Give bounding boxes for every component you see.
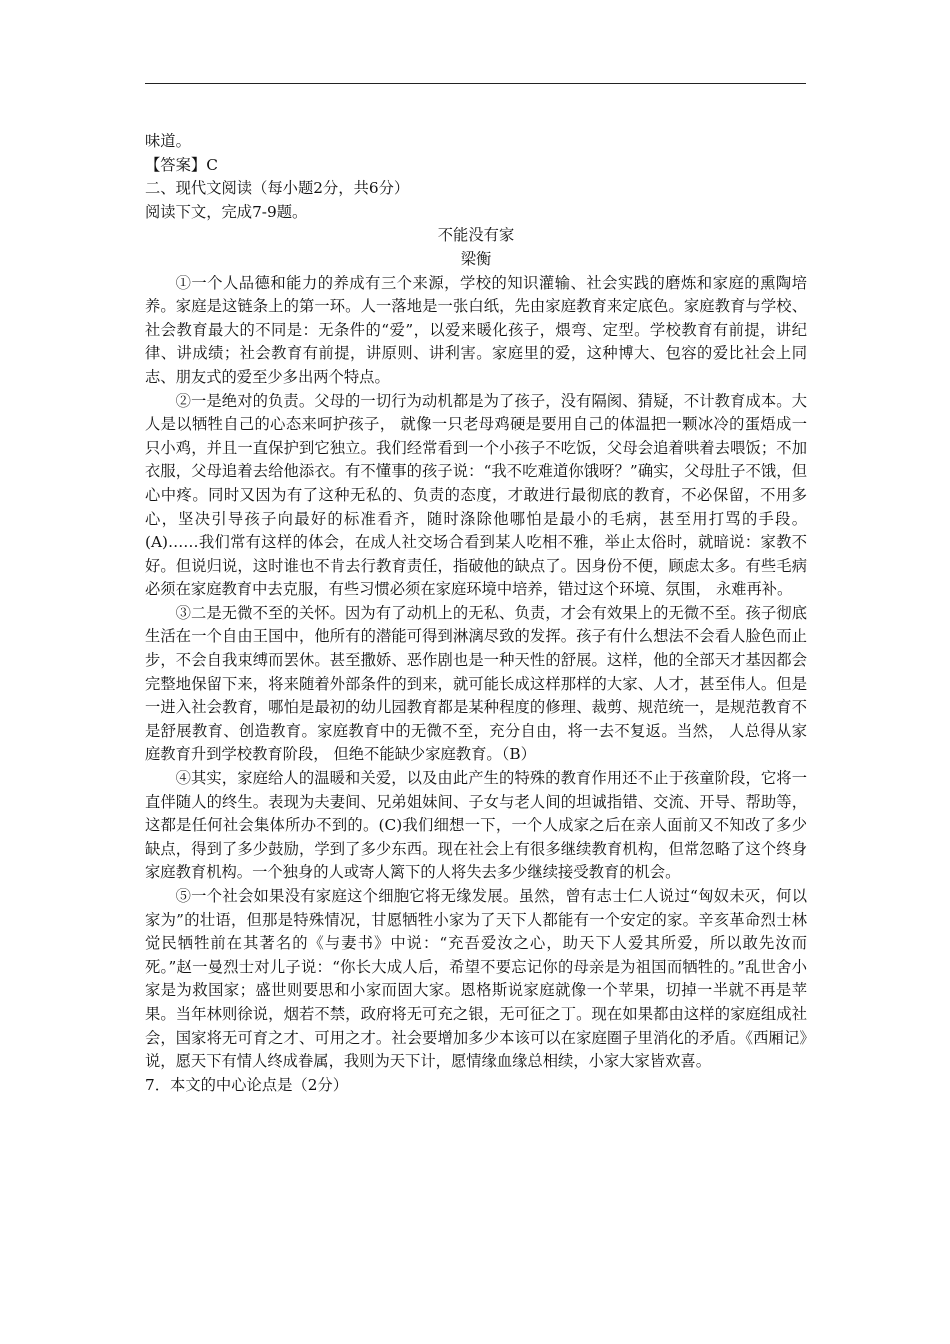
top-continuation: 味道。 [145,132,191,150]
question-7: 7．本文的中心论点是（2分） [145,1075,349,1094]
answer-line: 【答案】C [145,155,218,174]
article-paragraph-1: ①一个人品德和能力的养成有三个来源，学校的知识灌输、社会实践的磨炼和家庭的熏陶培养。家庭是这链条上的第一环。人一落地是一张白纸，先由家庭教育来定底色。家庭教育与学校、社会教育最大的不同是：无条件的“爱”，以爱来暖化孩子，煨弯、定型。学校教育有前提，讲纪律、讲成绩；社会教育有前提，讲原则、讲利害。家庭里的爱，这种博大、包容的爱比社会上同志、朋友式的爱至少多出两个特点。 [145,273,807,386]
article-title: 不能没有家 [437,226,515,245]
article-author: 梁衡 [460,249,492,268]
section-heading: 二、现代文阅读（每小题2分，共6分） [145,179,410,198]
reading-instruction: 阅读下文，完成7-9题。 [145,202,308,221]
article-paragraph-5: ⑤一个社会如果没有家庭这个细胞它将无缘发展。虽然，曾有志士仁人说过“匈奴未灭，何以家为”的壮语，但那是特殊情况，甘愿牺牲小家为了天下人都能有一个安定的家。辛亥革命烈士林觉民牺牲前在其著名的《与妻书》中说：“充吾爱汝之心，助天下人爱其所爱，所以敢先汝而死。”赵一曼烈士对儿子说：“你长大成人后，希望不要忘记你的母亲是为祖国而牺牲的。”乱世舍小家是为救国家；盛世则要思和小家而固大家。恩格斯说家庭就像一个苹果，切掉一半就不再是苹果。当年林则徐说，烟若不禁，政府将无可充之银，无可征之丁。现在如果都由这样的家庭组成社会，国家将无可育之才、可用之才。社会要增加多少本该可以在家庭圈子里消化的矛盾。《西厢记》说，愿天下有情人终成眷属，我则为天下计，愿情缘血缘总相续，小家大家皆欢喜。 [145,887,807,1071]
page-content [145,130,807,1097]
article-paragraph-4: ④其实，家庭给人的温暖和关爱，以及由此产生的特殊的教育作用还不止于孩童阶段，它将一直伴随人的终生。表现为夫妻间、兄弟姐妹间、子女与老人间的坦诚指错、交流、开导、帮助等，这都是任何社会集体所办不到的。(C)我们细想一下，一个人成家之后在亲人面前又不知改了多少缺点，得到了多少鼓励，学到了多少东西。现在社会上有很多继续教育机构，但常忽略了这个终身家庭教育机构。一个独身的人或寄人篱下的人将失去多少继续接受教育的机会。 [145,769,807,882]
header-rule [145,83,806,84]
article-paragraph-3: ③二是无微不至的关怀。因为有了动机上的无私、负责，才会有效果上的无微不至。孩子彻底生活在一个自由王国中，他所有的潜能可得到淋漓尽致的发挥。孩子有什么想法不会看人脸色而止步，不会自我束缚而罢休。甚至撒娇、恶作剧也是一种天性的舒展。这样，他的全部天才基因都会完整地保留下来，将来随着外部条件的到来，就可能长成这样那样的大家、人才，甚至伟人。但是一进入社会教育，哪怕是最初的幼儿园教育都是某种程度的修理、裁剪、规范统一，是规范教育不是舒展教育、创造教育。家庭教育中的无微不至，充分自由，将一去不复返。当然， 人总得从家庭教育升到学校教育阶段， 但绝不能缺少家庭教育。（B） [145,603,807,764]
article-paragraph-2: ②一是绝对的负责。父母的一切行为动机都是为了孩子，没有隔阂、猜疑，不计教育成本。大人是以牺牲自己的心态来呵护孩子， 就像一只老母鸡硬是要用自己的体温把一颗冰冷的蛋焐成一只小鸡，并且一直保护到它独立。我们经常看到一个小孩子不吃饭，父母会追着哄着去喂饭；不加衣服，父母追着去给他添衣。有不懂事的孩子说：“我不吃难道你饿呀？”确实，父母肚子不饿，但心中疼。同时又因为有了这种无私的、负责的态度，才敢进行最彻底的教育，不必保留，不用多心，坚决引导孩子向最好的标准看齐，随时涤除他哪怕是最小的毛病，甚至用打骂的手段。(A)……我们常有这样的体会，在成人社交场合看到某人吃相不雅，举止太俗时，就暗说：家教不好。但说归说，这时谁也不肯去行教育责任，指破他的缺点了。因身份不便，顾虑太多。有些毛病必须在家庭教育中去克服，有些习惯必须在家庭环境中培养，错过这个环境、氛围， 永难再补。 [145,391,807,599]
